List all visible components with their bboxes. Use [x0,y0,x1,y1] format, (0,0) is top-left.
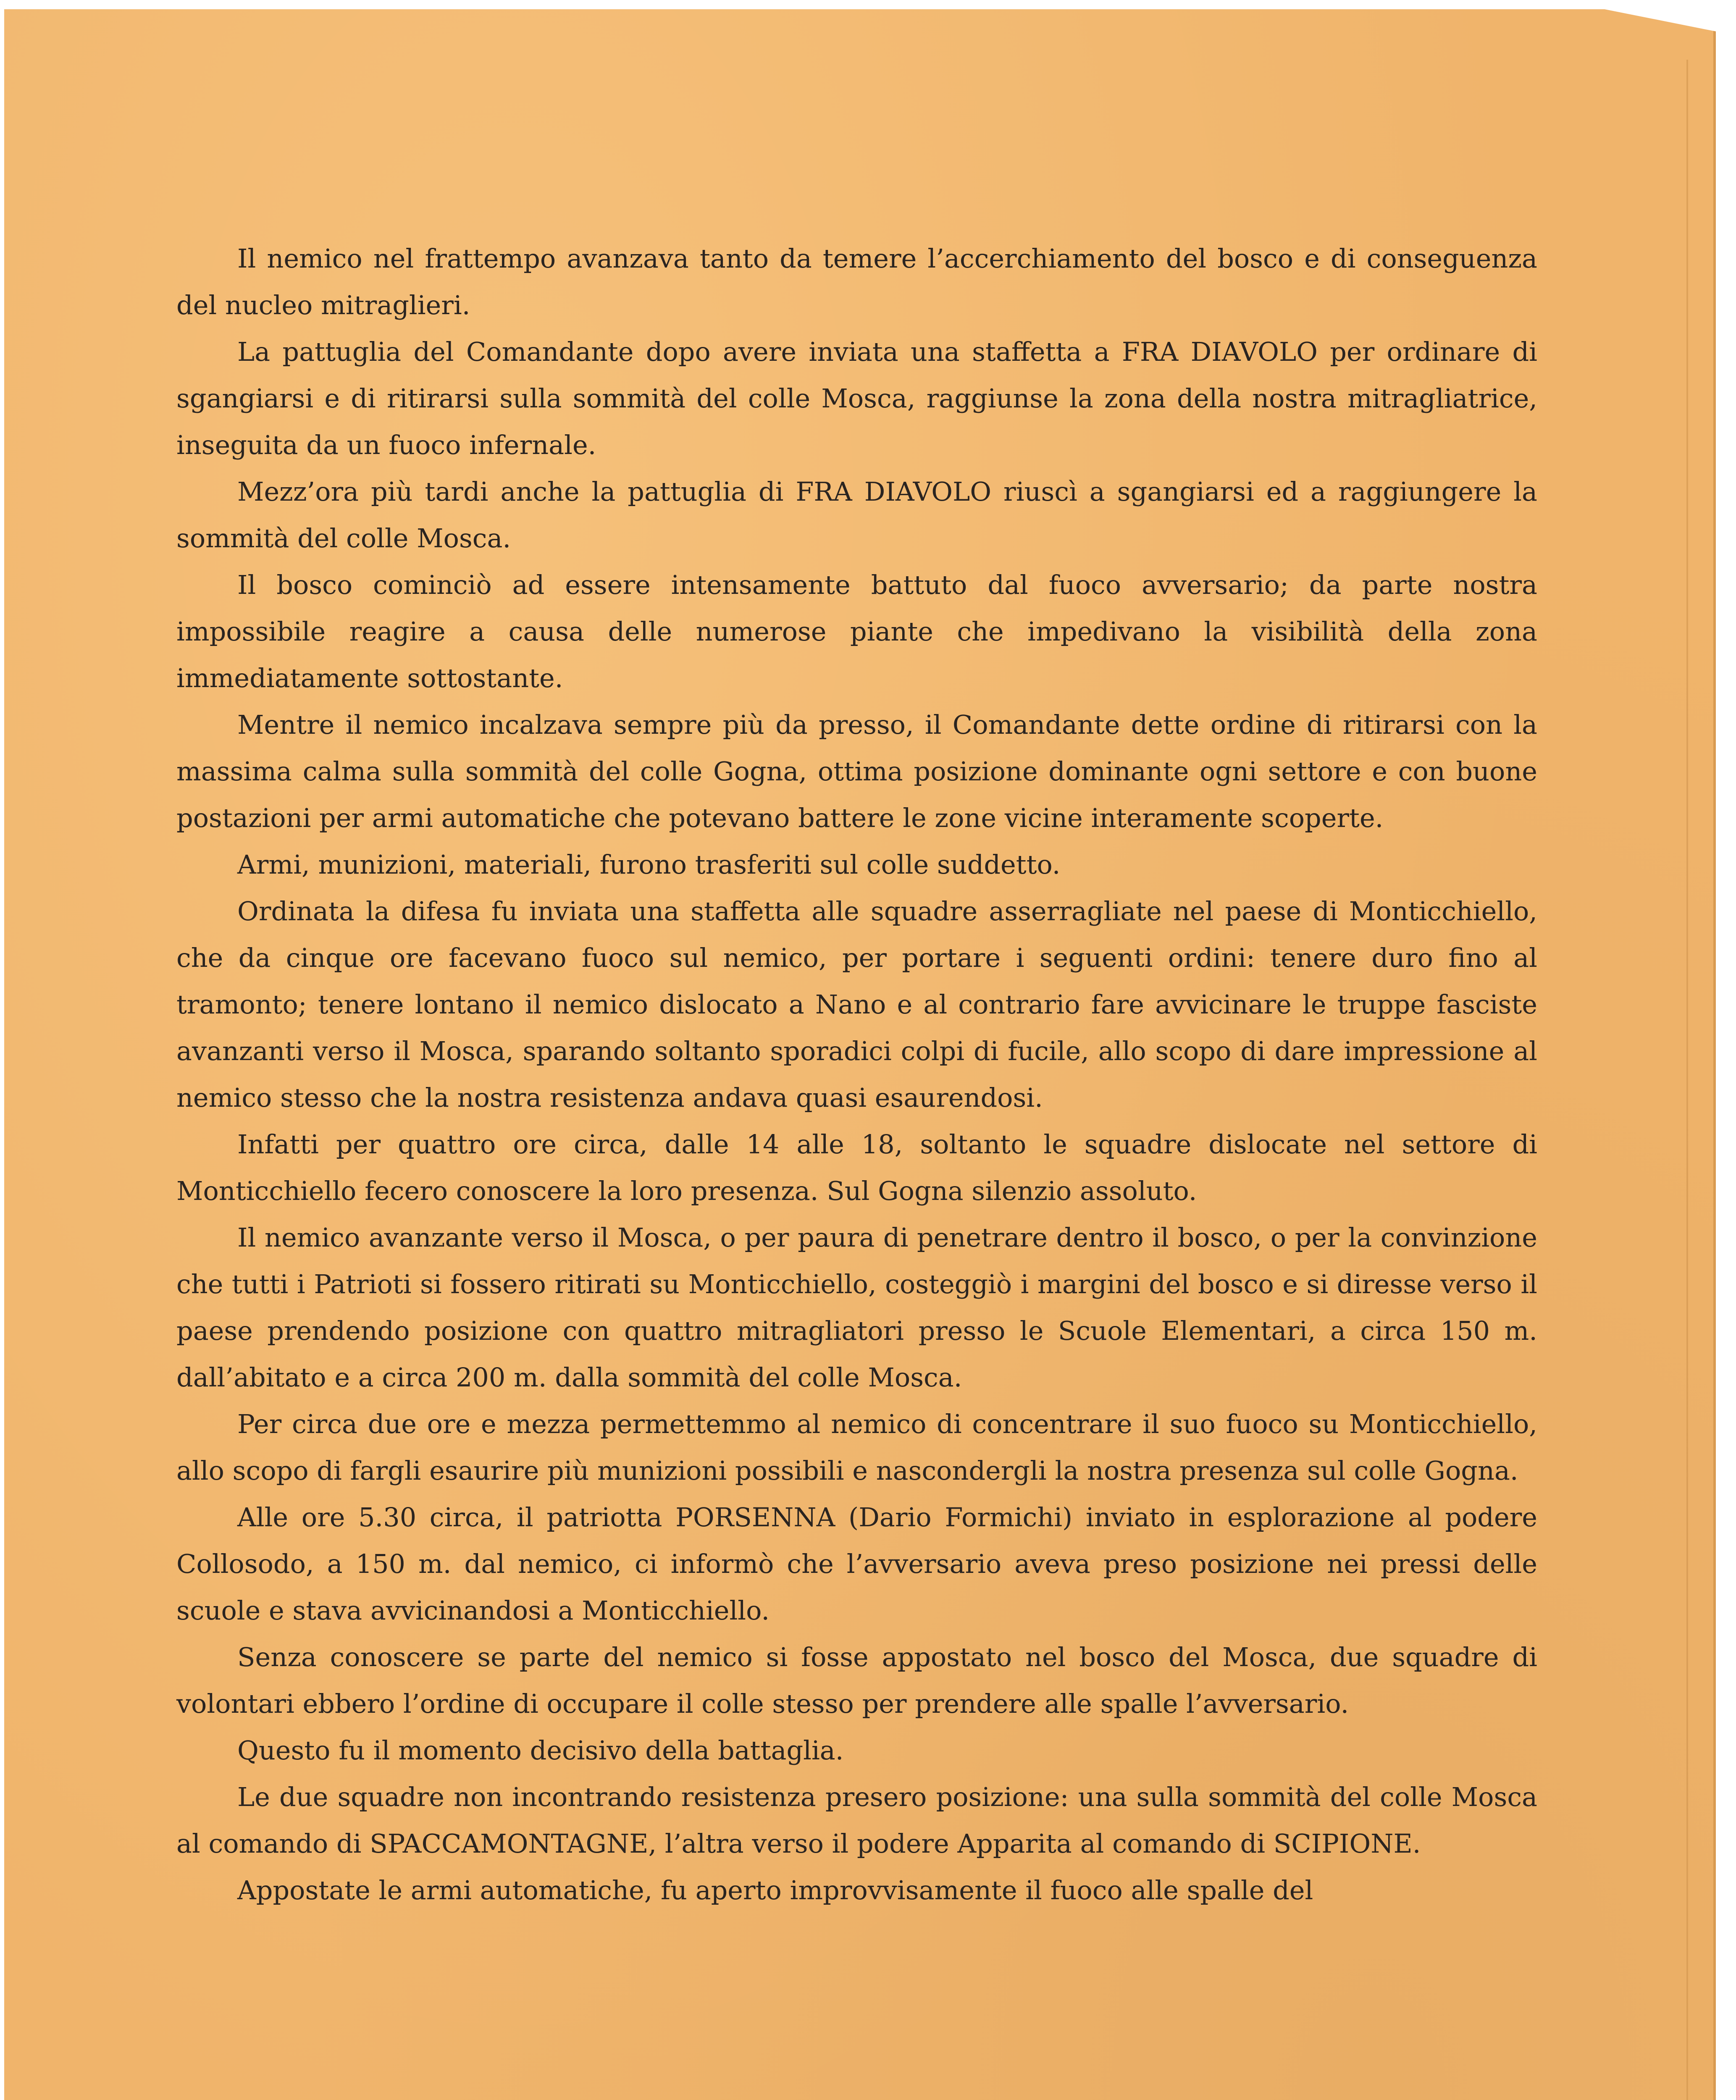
paragraph: La pattuglia del Comandante dopo avere inviata una staffetta a FRA DIAVOLO per ordinare di sgangiarsi e di ritirarsi sulla sommità del colle Mosca, raggiunse la zona della nostra mitragliatrice, inseguita da un fuoco infernale. [176,336,1537,460]
page-edge-fold [1686,60,1688,2100]
paragraph: Per circa due ore e mezza permettemmo al nemico di concentrare il suo fuoco su Monticchiello, allo scopo di fargli esaurire più munizioni possibili e nascondergli la nostra presenza sul colle Gogna. [176,1409,1537,1486]
paragraph: Mezz’ora più tardi anche la pattuglia di FRA DIAVOLO riuscì a sgangiarsi ed a raggiungere la sommità del colle Mosca. [176,476,1537,554]
document-body [176,235,1537,1914]
paragraph: Appostate le armi automatiche, fu aperto improvvisamente il fuoco alle spalle del [237,1875,1313,1906]
paragraph: Il nemico avanzante verso il Mosca, o per paura di penetrare dentro il bosco, o per la convinzione che tutti i Patrioti si fossero ritirati su Monticchiello, costeggiò i margini del bosco e si diresse verso il paese prendendo posizione con quattro mitragliatori presso le Scuole Elementari, a circa 150 m. dall’abitato e a circa 200 m. dalla sommità del colle Mosca. [176,1222,1537,1393]
paragraph: Alle ore 5.30 circa, il patriotta PORSENNA (Dario Formichi) inviato in esplorazione al podere Collosodo, a 150 m. dal nemico, ci informò che l’avversario aveva preso posizione nei pressi delle scuole e stava avvicinandosi a Monticchiello. [176,1502,1537,1626]
paragraph: Infatti per quattro ore circa, dalle 14 alle 18, soltanto le squadre dislocate nel settore di Monticchiello fecero conoscere la loro presenza. Sul Gogna silenzio assoluto. [176,1129,1537,1206]
paragraph: Armi, munizioni, materiali, furono trasferiti sul colle suddetto. [237,849,1061,880]
paragraph: Ordinata la difesa fu inviata una staffetta alle squadre asserragliate nel paese di Monticchiello, che da cinque ore facevano fuoco sul nemico, per portare i seguenti ordini: tenere duro fino al tramonto; tenere lontano il nemico dislocato a Nano e al contrario fare avvicinare le truppe fasciste avanzanti verso il Mosca, sparando soltanto sporadici colpi di fucile, allo scopo di dare impressione al nemico stesso che la nostra resistenza andava quasi esaurendosi. [176,896,1537,1113]
paragraph: Mentre il nemico incalzava sempre più da presso, il Comandante dette ordine di ritirarsi con la massima calma sulla sommità del colle Gogna, ottima posizione dominante ogni settore e con buone postazioni per armi automatiche che potevano battere le zone vicine interamente scoperte. [176,709,1537,833]
paragraph: Il bosco cominciò ad essere intensamente battuto dal fuoco avversario; da parte nostra impossibile reagire a causa delle numerose piante che impedivano la visibilità della zona immediatamente sottostante. [176,570,1537,693]
paragraph: Le due squadre non incontrando resistenza presero posizione: una sulla sommità del colle Mosca al comando di SPACCAMONTAGNE, l’altra verso il podere Apparita al comando di SCIPIONE. [176,1782,1537,1859]
paragraph: Senza conoscere se parte del nemico si fosse appostato nel bosco del Mosca, due squadre di volontari ebbero l’ordine di occupare il colle stesso per prendere alle spalle l’avversario. [176,1642,1537,1719]
paragraph: Il nemico nel frattempo avanzava tanto da temere l’accerchiamento del bosco e di conseguenza del nucleo mitraglieri. [176,243,1537,320]
paragraph: Questo fu il momento decisivo della battaglia. [237,1735,844,1766]
